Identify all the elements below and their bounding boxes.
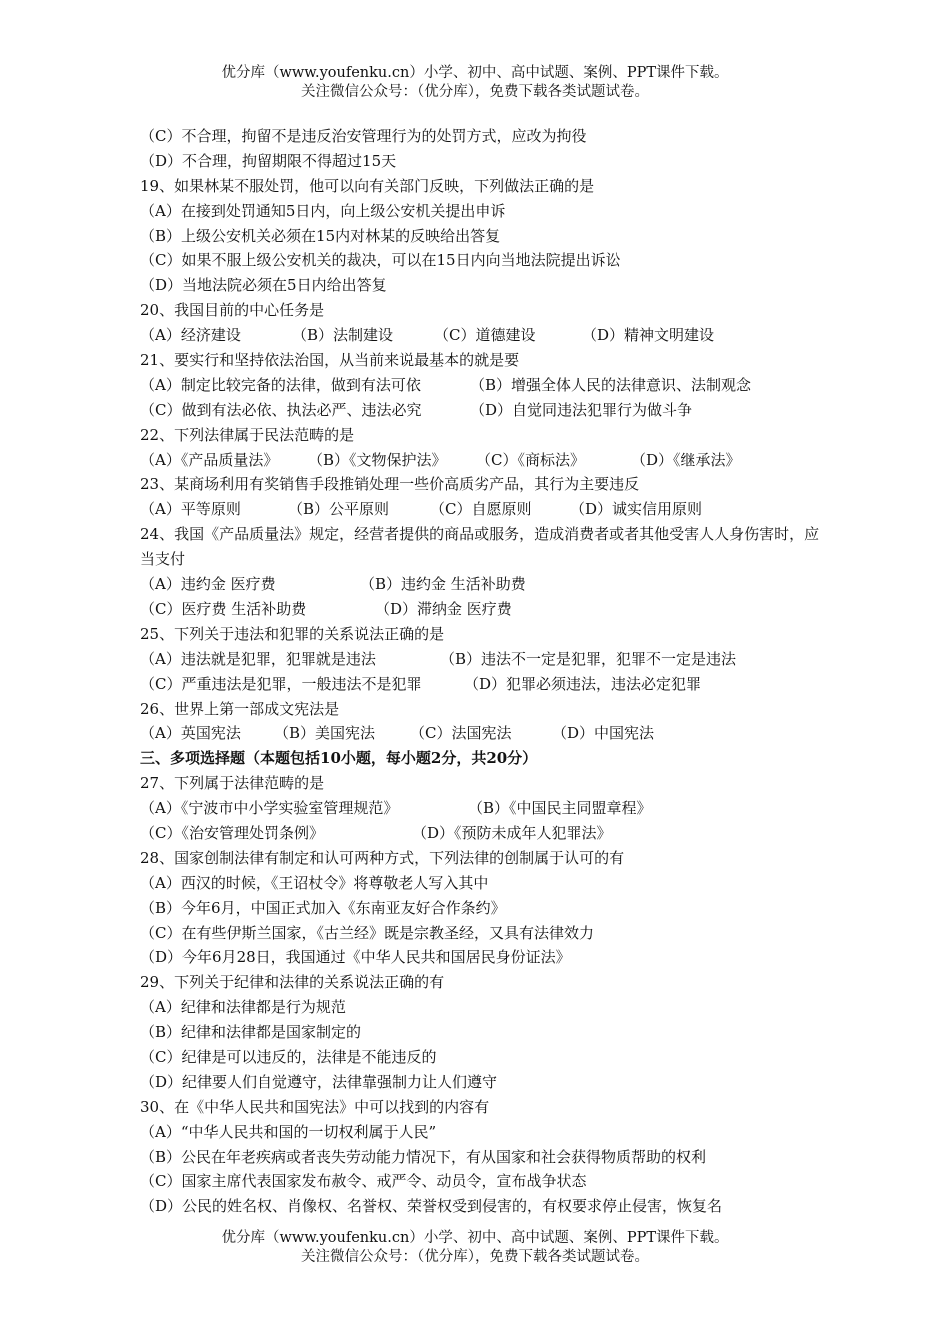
q20-options	[140, 323, 820, 348]
q23-options	[140, 497, 820, 522]
q25-stem: 25、下列关于违法和犯罪的关系说法正确的是	[140, 624, 445, 643]
header-line-2: 关注微信公众号：（优分库），免费下载各类试题试卷。	[301, 84, 649, 100]
q30-option-c: （C）国家主席代表国家发布赦令、戒严令、动员令，宣布战争状态	[140, 1172, 587, 1191]
footer-line-1: 优分库（www.youfenku.cn）小学、初中、高中试题、案例、PPT课件下载。	[221, 1230, 729, 1246]
q27-stem: 27、下列属于法律范畴的是	[140, 774, 325, 793]
q21-options-cd	[140, 398, 820, 423]
q22-option-d: （D）《继承法》	[631, 450, 741, 469]
q29-option-d: （D）纪律要人们自觉遵守，法律靠强制力让人们遵守	[140, 1072, 498, 1091]
q26-option-b: （B）美国宪法	[274, 724, 376, 743]
q24-options-cd	[140, 597, 820, 622]
q25-option-c: （C）严重违法是犯罪，一般违法不是犯罪	[140, 674, 422, 693]
q19-stem: 19、如果林某不服处罚，他可以向有关部门反映，下列做法正确的是	[140, 176, 595, 195]
page-header	[0, 64, 950, 102]
q28-option-b: （B）今年6月，中国正式加入《东南亚友好合作条约》	[140, 898, 506, 917]
q25-options-ab	[140, 647, 820, 672]
q28-option-c: （C）在有些伊斯兰国家，《古兰经》既是宗教圣经，又具有法律效力	[140, 923, 594, 942]
q20-option-b: （B）法制建设	[292, 326, 394, 345]
q23-option-a: （A）平等原则	[140, 500, 241, 519]
q24-option-c: （C）医疗费 生活补助费	[140, 599, 307, 618]
q19-option-b: （B）上级公安机关必须在15内对林某的反映给出答复	[140, 226, 501, 245]
q21-options-ab	[140, 373, 820, 398]
footer-line-2: 关注微信公众号：（优分库），免费下载各类试题试卷。	[301, 1249, 649, 1265]
q22-option-c: （C）《商标法》	[476, 450, 585, 469]
q24-stem: 24、我国《产品质量法》规定，经营者提供的商品或服务，造成消费者或者其他受害人人身伤害时，应当支付	[140, 525, 820, 569]
q21-option-b: （B）增强全体人民的法律意识、法制观念	[470, 375, 752, 394]
q24-options-ab	[140, 572, 820, 597]
q26-option-c: （C）法国宪法	[410, 724, 512, 743]
q30-option-d: （D）公民的姓名权、肖像权、名誉权、荣誉权受到侵害的，有权要求停止侵害，恢复名	[140, 1197, 723, 1216]
q27-option-c: （C）《治安管理处罚条例》	[140, 823, 324, 842]
q22-option-b: （B）《文物保护法》	[308, 450, 447, 469]
q18-option-d: （D）不合理，拘留期限不得超过15天	[140, 151, 397, 170]
q29-stem: 29、下列关于纪律和法律的关系说法正确的有	[140, 973, 445, 992]
q24-option-b: （B）违约金 生活补助费	[360, 575, 526, 594]
q30-option-a: （A）“中华人民共和国的一切权利属于人民”	[140, 1122, 437, 1141]
q26-option-a: （A）英国宪法	[140, 724, 241, 743]
q18-option-c: （C）不合理，拘留不是违反治安管理行为的处罚方式，应改为拘役	[140, 127, 587, 145]
q28-option-a: （A）西汉的时候，《王诏杖令》将尊敬老人写入其中	[140, 873, 489, 892]
document-body	[140, 124, 820, 1219]
q29-option-c: （C）纪律是可以违反的，法律是不能违反的	[140, 1047, 437, 1066]
q19-option-a: （A）在接到处罚通知5日内，向上级公安机关提出申诉	[140, 201, 506, 220]
q26-options	[140, 721, 820, 746]
q20-option-a: （A）经济建设	[140, 326, 241, 345]
header-line-1: 优分库（www.youfenku.cn）小学、初中、高中试题、案例、PPT课件下载。	[221, 65, 729, 81]
q23-stem: 23、某商场利用有奖销售手段推销处理一些价高质劣产品，其行为主要违反	[140, 475, 640, 494]
q19-option-d: （D）当地法院必须在5日内给出答复	[140, 276, 387, 295]
q30-stem: 30、在《中华人民共和国宪法》中可以找到的内容有	[140, 1097, 490, 1116]
q19-option-c: （C）如果不服上级公安机关的裁决，可以在15日内向当地法院提出诉讼	[140, 251, 621, 270]
q23-option-d: （D）诚实信用原则	[570, 500, 703, 519]
q22-options	[140, 448, 820, 473]
q23-option-b: （B）公平原则	[288, 500, 390, 519]
q25-option-a: （A）违法就是犯罪，犯罪就是违法	[140, 649, 376, 668]
q20-option-d: （D）精神文明建设	[582, 326, 715, 345]
q21-stem: 21、要实行和坚持依法治国，从当前来说最基本的就是要	[140, 351, 520, 370]
q24-option-a: （A）违约金 医疗费	[140, 575, 276, 594]
q29-option-b: （B）纪律和法律都是国家制定的	[140, 1023, 362, 1042]
page-footer	[0, 1229, 950, 1267]
q20-option-c: （C）道德建设	[434, 326, 536, 345]
q29-option-a: （A）纪律和法律都是行为规范	[140, 998, 346, 1017]
q27-option-a: （A）《宁波市中小学实验室管理规范》	[140, 799, 399, 818]
q22-option-a: （A）《产品质量法》	[140, 450, 279, 469]
q22-stem: 22、下列法律属于民法范畴的是	[140, 425, 355, 444]
q21-option-a: （A）制定比较完备的法律，做到有法可依	[140, 375, 421, 394]
q25-option-d: （D）犯罪必须违法，违法必定犯罪	[464, 674, 702, 693]
q26-stem: 26、世界上第一部成文宪法是	[140, 699, 340, 718]
q24-option-d: （D）滞纳金 医疗费	[375, 599, 512, 618]
q28-option-d: （D）今年6月28日，我国通过《中华人民共和国居民身份证法》	[140, 948, 571, 967]
q27-options-ab	[140, 796, 820, 821]
q23-option-c: （C）自愿原则	[430, 500, 532, 519]
section-3-title: 三、多项选择题（本题包括10小题，每小题2分，共20分）	[140, 749, 538, 768]
q21-option-d: （D）自觉同违法犯罪行为做斗争	[470, 400, 693, 419]
q27-option-b: （B）《中国民主同盟章程》	[468, 799, 652, 818]
q27-options-cd	[140, 821, 820, 846]
q30-option-b: （B）公民在年老疾病或者丧失劳动能力情况下，有从国家和社会获得物质帮助的权利	[140, 1147, 707, 1166]
q25-options-cd	[140, 672, 820, 697]
q27-option-d: （D）《预防未成年人犯罪法》	[412, 823, 612, 842]
q21-option-c: （C）做到有法必依、执法必严、违法必究	[140, 400, 422, 419]
q25-option-b: （B）违法不一定是犯罪，犯罪不一定是违法	[440, 649, 737, 668]
q26-option-d: （D）中国宪法	[552, 724, 655, 743]
q20-stem: 20、我国目前的中心任务是	[140, 301, 325, 320]
q28-stem: 28、国家创制法律有制定和认可两种方式，下列法律的创制属于认可的有	[140, 848, 625, 867]
